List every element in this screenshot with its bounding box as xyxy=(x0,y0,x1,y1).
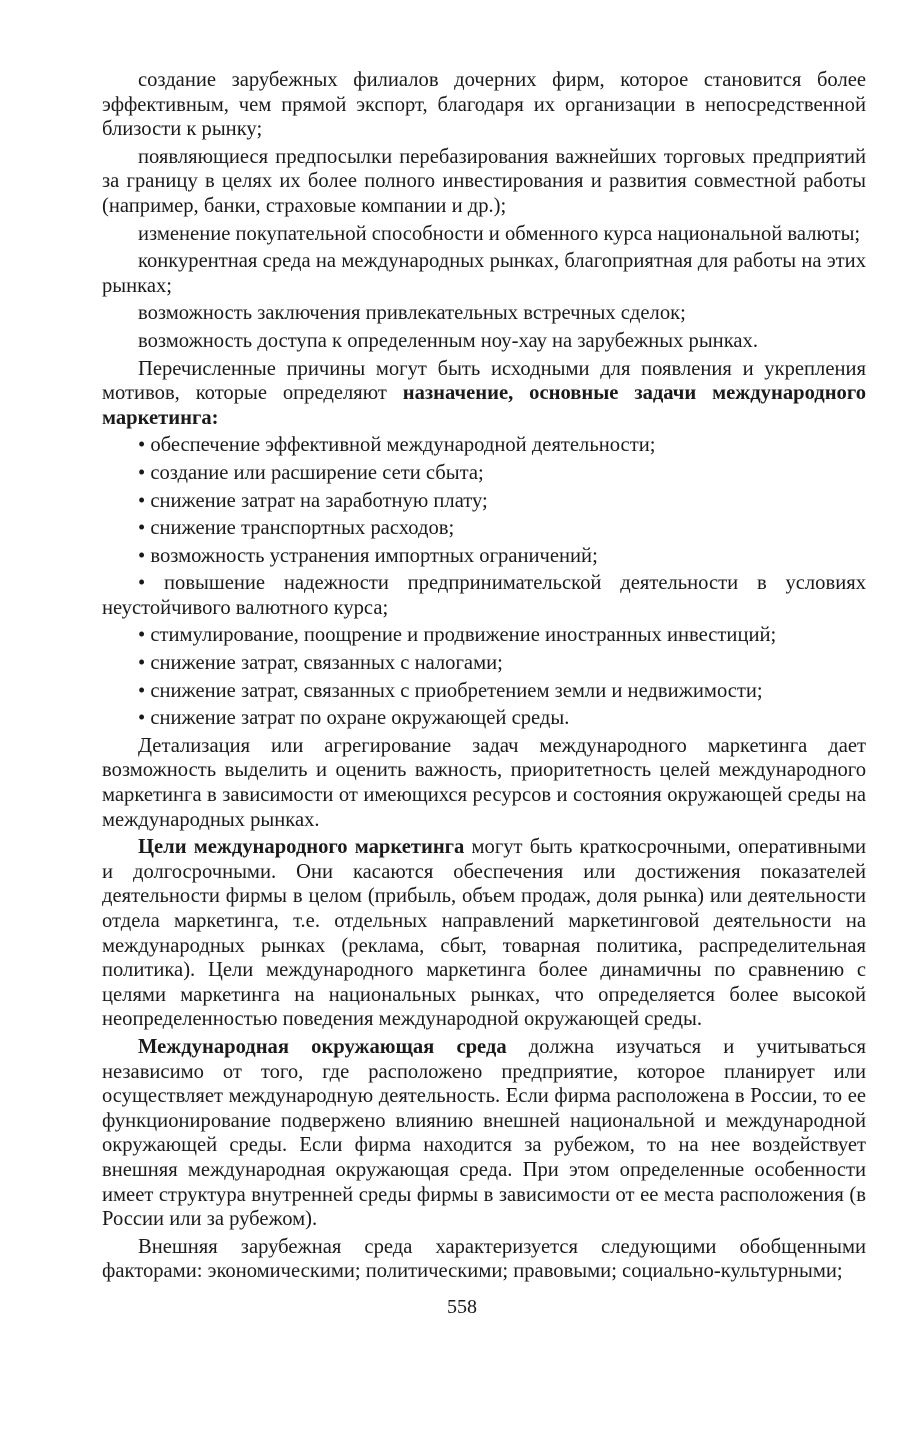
bullet-item: • снижение затрат, связанных с налогами; xyxy=(102,651,866,676)
paragraph: появляющиеся предпосылки перебазирования важнейших торговых предприятий за границу в целях их более полного инвестирования и развития совместной работы (например, банки, страховые компании и др.); xyxy=(102,145,866,217)
paragraph: создание зарубежных филиалов дочерних фирм, которое становится более эффективным, чем прямой экспорт, благодаря их организации в непосредственной близости к рынку; xyxy=(102,69,866,141)
bullet-item: • снижение транспортных расходов; xyxy=(102,516,866,541)
bullet-item: • возможность устранения импортных ограничений; xyxy=(102,544,866,569)
goals-paragraph xyxy=(102,835,866,1032)
bullet-item: • снижение затрат по охране окружающей среды. xyxy=(102,706,866,731)
bullet-item: • обеспечение эффективной международной деятельности; xyxy=(102,433,866,458)
environment-text: должна изучаться и учитываться независимо от того, где расположено предприятие, которое планирует или осуществляет международную деятельность. Если фирма расположена в России, то ее функционирование подвержено влиянию внешней национальной и международной окружающей среды. Если фирма находится за рубежом, то на нее воздействует внешняя международная окружающая среда. При этом определенные особенности имеет структура внутренней среды фирмы в зависимости от ее места расположения (в России или за рубежом). xyxy=(102,1035,866,1231)
paragraph: возможность заключения привлекательных встречных сделок; xyxy=(138,302,686,325)
goals-bold-term: Цели международного маркетинга xyxy=(138,836,465,859)
intro-colon: : xyxy=(211,406,219,429)
environment-paragraph xyxy=(102,1035,866,1232)
paragraph: возможность доступа к определенным ноу-хау на зарубежных рынках. xyxy=(138,329,758,352)
detail-paragraph: Детализация или агрегирование задач международного маркетинга дает возможность выделить и оценить важность, приоритетность целей международного маркетинга в зависимости от имеющихся ресурсов и состояния окружающей среды на международных рынках. xyxy=(102,734,866,831)
bullet-item: • стимулирование, поощрение и продвижение иностранных инвестиций; xyxy=(102,623,866,648)
intro-paragraph xyxy=(102,357,866,431)
intro-bold-term: назначение, основные задачи международного маркетинга xyxy=(102,382,866,429)
environment-bold-term: Международная окружающая среда xyxy=(138,1035,507,1058)
bullet-item: • повышение надежности предпринимательской деятельности в условиях неустойчивого валютного курса; xyxy=(102,571,866,620)
page-body xyxy=(102,68,866,1284)
external-paragraph: Внешняя зарубежная среда характеризуется следующими обобщенными факторами: экономическими; политическими; правовыми; социально-культурными; xyxy=(102,1235,866,1283)
intro-text: Перечисленные причины могут быть исходными для появления и укрепления мотивов, которые определяют xyxy=(102,357,866,405)
bullet-item: • снижение затрат, связанных с приобретением земли и недвижимости; xyxy=(102,679,866,704)
bullet-item: • создание или расширение сети сбыта; xyxy=(102,461,866,486)
goals-text: могут быть краткосрочными, оперативными и долгосрочными. Они касаются обеспечения или достижения показателей деятельности фирмы в целом (прибыль, объем продаж, доля рынка) или деятельности отдела маркетинга, т.е. отдельных направлений маркетинговой деятельности на международных рынках (реклама, сбыт, товарная политика, распределительная политика). Цели международного маркетинга более динамичны по сравнению с целями маркетинга на национальных рынках, что определяется более высокой неопределенностью поведения международной окружающей среды. xyxy=(102,836,866,1031)
paragraph: изменение покупательной способности и обменного курса национальной валюты; xyxy=(138,222,861,245)
page-number: 558 xyxy=(447,1296,477,1318)
paragraph: конкурентная среда на международных рынках, благоприятная для работы на этих рынках; xyxy=(102,250,866,297)
bullet-item: • снижение затрат на заработную плату; xyxy=(102,489,866,514)
